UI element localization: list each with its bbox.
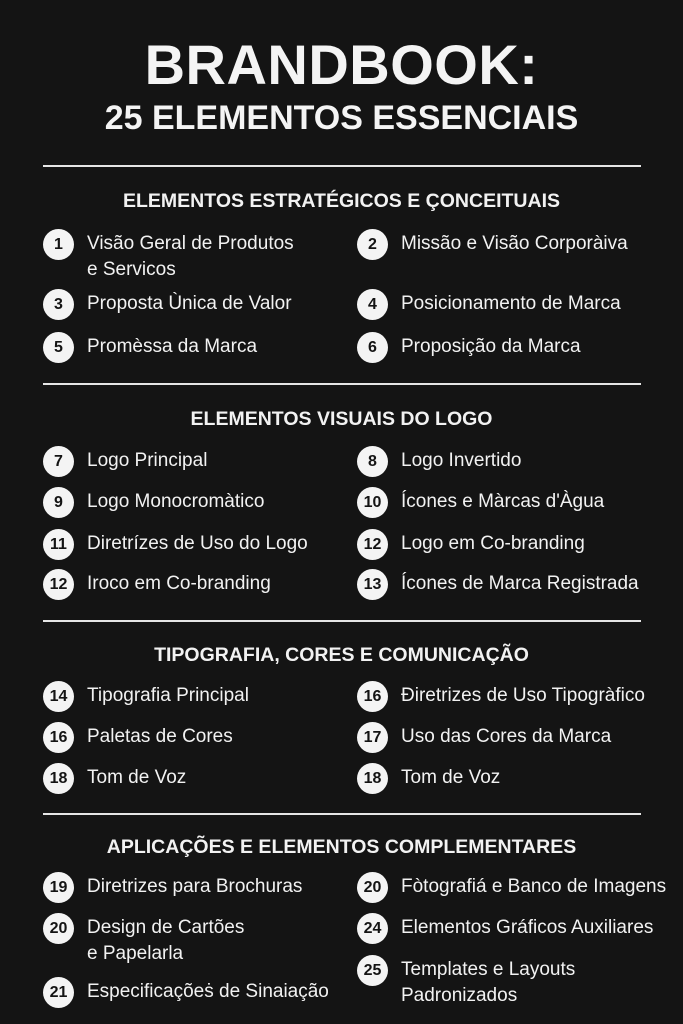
item-label: Diretrízes de Uso do Logo xyxy=(87,533,308,554)
list-item xyxy=(357,681,677,712)
list-item xyxy=(357,487,677,518)
item-label: Templates e Layouts Padronizados xyxy=(401,959,576,1006)
list-item xyxy=(357,722,677,753)
list-item xyxy=(357,446,677,477)
item-label: Visão Geral de Produtos e Servicos xyxy=(87,233,294,280)
list-item xyxy=(43,569,343,600)
number-badge: 5 xyxy=(43,332,74,363)
item-label: Proposta Ùnica de Valor xyxy=(87,293,292,314)
list-item xyxy=(357,569,677,600)
number-badge: 10 xyxy=(357,487,388,518)
number-badge: 16 xyxy=(357,681,388,712)
list-item xyxy=(357,955,677,1009)
item-label: Proposição da Marca xyxy=(401,336,581,357)
item-label: Paletas de Cores xyxy=(87,726,233,747)
item-label: Elementos Gráficos Auxiliares xyxy=(401,917,654,938)
item-label: Ícones de Marca Registrada xyxy=(401,573,639,594)
section-divider xyxy=(43,813,641,815)
item-label: Tom de Voz xyxy=(401,767,501,788)
list-item xyxy=(357,332,677,363)
number-badge: 8 xyxy=(357,446,388,477)
list-item xyxy=(43,913,343,967)
list-item xyxy=(43,446,343,477)
number-badge: 3 xyxy=(43,289,74,320)
item-label: Promèssa da Marca xyxy=(87,336,258,357)
number-badge: 24 xyxy=(357,913,388,944)
item-label: Logo Monocromàtico xyxy=(87,491,265,512)
number-badge: 21 xyxy=(43,977,74,1008)
item-label: Tipografia Principal xyxy=(87,685,249,706)
item-label: Especificaçõeṡ de Sinaiação xyxy=(87,981,329,1002)
item-label: Design de Cartões e Papelarla xyxy=(87,917,245,964)
item-label: Diretrizes para Brochuras xyxy=(87,876,303,897)
item-label: Ícones e Màrcas d'Àgua xyxy=(401,491,605,512)
number-badge: 6 xyxy=(357,332,388,363)
number-badge: 25 xyxy=(357,955,388,986)
list-item xyxy=(357,229,677,260)
number-badge: 14 xyxy=(43,681,74,712)
number-badge: 12 xyxy=(43,569,74,600)
section-heading-logo: ELEMENTOS VISUAIS DO LOGO xyxy=(190,408,493,430)
section-heading-aplicacoes: APLICAÇÕES E ELEMENTOS COMPLEMENTARES xyxy=(106,836,577,858)
item-label: Missão e Visão Corporàiva xyxy=(401,233,628,254)
number-badge: 13 xyxy=(357,569,388,600)
number-badge: 2 xyxy=(357,229,388,260)
section-heading-tipografia: TIPOGRAFIA, CORES E COMUNICAÇÃO xyxy=(154,644,529,666)
section-divider xyxy=(43,165,641,167)
item-label: Ðiretrizes de Uso Tipogràfico xyxy=(401,685,645,706)
section-heading-estrategicos: ELEMENTOS ESTRATÉGICOS E ÇONCEITUAIS xyxy=(123,190,560,212)
list-item xyxy=(43,681,343,712)
number-badge: 18 xyxy=(357,763,388,794)
list-item xyxy=(357,763,677,794)
list-item xyxy=(43,977,343,1008)
item-label: Logo em Co-branding xyxy=(401,533,585,554)
number-badge: 20 xyxy=(357,872,388,903)
number-badge: 16 xyxy=(43,722,74,753)
number-badge: 7 xyxy=(43,446,74,477)
list-item xyxy=(357,872,677,903)
list-item xyxy=(357,913,677,944)
item-label: Logo Principal xyxy=(87,450,208,471)
page-title: BRANDBOOK: xyxy=(144,33,539,96)
number-badge: 4 xyxy=(357,289,388,320)
list-item xyxy=(43,722,343,753)
list-item xyxy=(357,289,677,320)
list-item xyxy=(43,289,343,320)
number-badge: 9 xyxy=(43,487,74,518)
item-label: Logo Invertido xyxy=(401,450,522,471)
list-item xyxy=(43,529,343,560)
number-badge: 1 xyxy=(43,229,74,260)
number-badge: 19 xyxy=(43,872,74,903)
number-badge: 18 xyxy=(43,763,74,794)
section-divider xyxy=(43,383,641,385)
list-item xyxy=(43,872,343,903)
item-label: Uso das Cores da Marca xyxy=(401,726,612,747)
list-item xyxy=(43,763,343,794)
page-subtitle: 25 ELEMENTOS ESSENCIAIS xyxy=(104,99,579,137)
item-label: Iroco em Co-branding xyxy=(87,573,271,594)
section-divider xyxy=(43,620,641,622)
number-badge: 11 xyxy=(43,529,74,560)
list-item xyxy=(43,487,343,518)
number-badge: 20 xyxy=(43,913,74,944)
list-item xyxy=(43,332,343,363)
item-label: Tom de Voz xyxy=(87,767,187,788)
item-label: Posicionamento de Marca xyxy=(401,293,621,314)
item-label: Fòtografiá e Banco de Imagens xyxy=(401,876,667,897)
number-badge: 17 xyxy=(357,722,388,753)
list-item xyxy=(357,529,677,560)
number-badge: 12 xyxy=(357,529,388,560)
list-item xyxy=(43,229,343,283)
